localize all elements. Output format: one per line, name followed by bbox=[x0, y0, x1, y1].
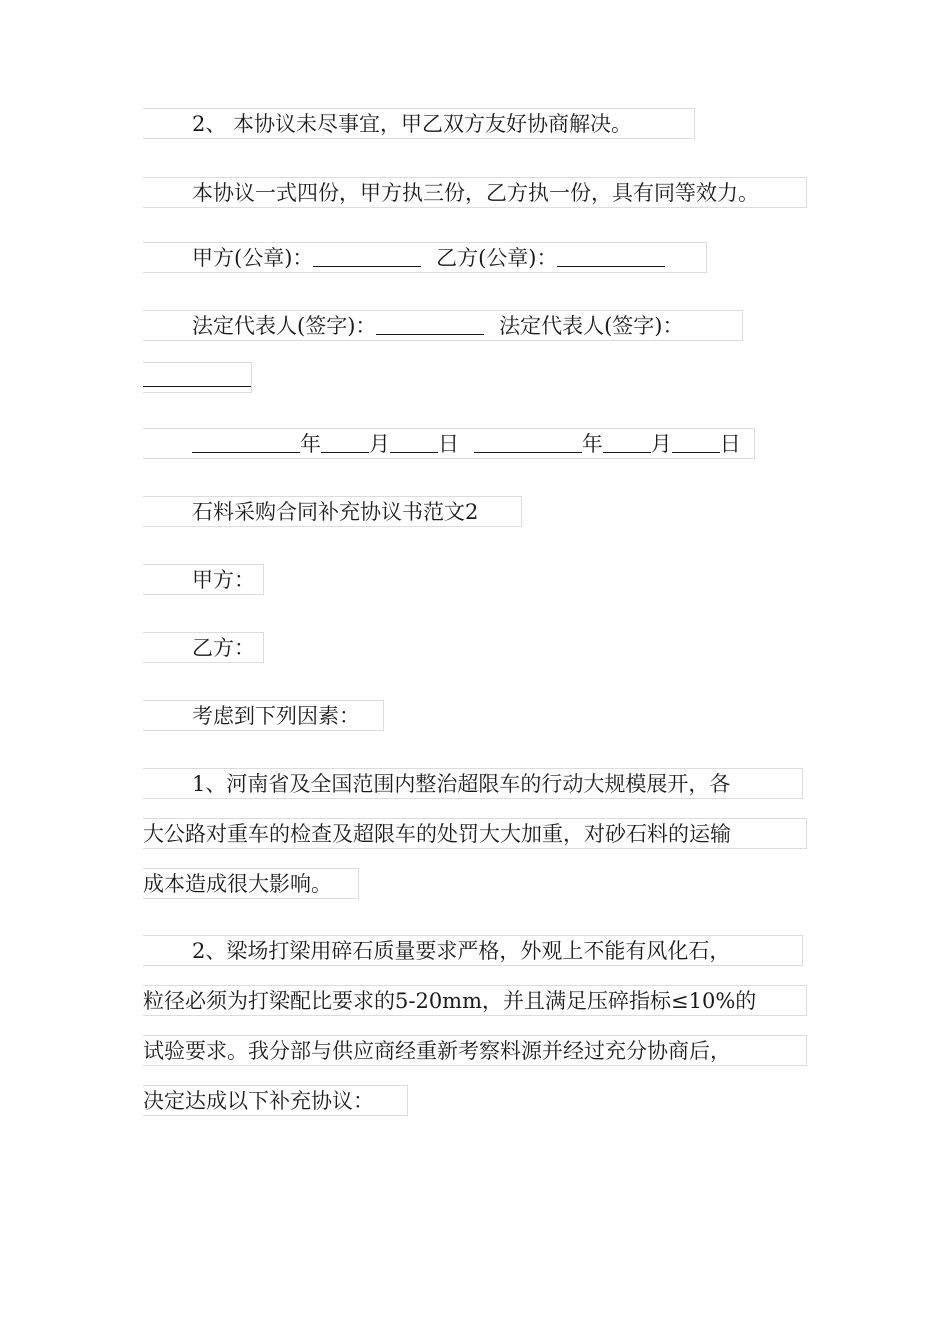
factor-2-text-1: 2、梁场打梁用碎石质量要求严格，外观上不能有风化石， bbox=[192, 939, 731, 963]
party-b-day-label: 日 bbox=[719, 432, 741, 456]
clause-2-text: 2、 本协议未尽事宜，甲乙双方友好协商解决。 bbox=[192, 112, 633, 136]
party-b-day-blank bbox=[672, 432, 720, 453]
consider-text: 考虑到下列因素： bbox=[192, 704, 360, 728]
party-a-year-blank bbox=[192, 432, 300, 453]
party-a-day-label: 日 bbox=[438, 432, 459, 456]
party-a-day-blank bbox=[390, 432, 438, 453]
party-b-month-label: 月 bbox=[650, 432, 672, 456]
party-a-rep-blank bbox=[376, 314, 484, 335]
factor-1-line-3 bbox=[143, 868, 359, 899]
factor-2-text-3: 试验要求。我分部与供应商经重新考察料源并经过充分协商后， bbox=[143, 1039, 731, 1063]
party-b-rep-label: 法定代表人(签字)： bbox=[499, 314, 684, 338]
party-b-seal-label: 乙方(公章)： bbox=[436, 246, 558, 270]
factor-2-line-2 bbox=[143, 985, 807, 1016]
factor-2-line-3 bbox=[143, 1035, 807, 1066]
seal-line bbox=[143, 242, 707, 273]
factor-1-line-1 bbox=[143, 768, 803, 799]
party-b-month-blank bbox=[603, 432, 651, 453]
factor-2-line-4 bbox=[143, 1085, 408, 1116]
factor-1-text-2: 大公路对重车的检查及超限车的处罚大大加重，对砂石料的运输 bbox=[143, 822, 731, 846]
factor-1-text-3: 成本造成很大影响。 bbox=[143, 872, 332, 896]
rep-line bbox=[143, 310, 743, 341]
factor-2-text-4: 决定达成以下补充协议： bbox=[143, 1089, 374, 1113]
copies-text: 本协议一式四份，甲方执三份，乙方执一份，具有同等效力。 bbox=[192, 181, 759, 205]
party-a-seal-label: 甲方(公章)： bbox=[192, 246, 314, 270]
party-a-month-label: 月 bbox=[369, 432, 390, 456]
section-title-line bbox=[143, 496, 522, 527]
party-a-label: 甲方： bbox=[192, 568, 255, 592]
party-a-line bbox=[143, 564, 264, 595]
party-a-seal-blank bbox=[313, 246, 421, 267]
party-a-year-label: 年 bbox=[300, 432, 321, 456]
consider-line bbox=[143, 700, 384, 731]
factor-1-text-1: 1、河南省及全国范围内整治超限车的行动大规模展开，各 bbox=[192, 772, 731, 796]
factor-2-text-2: 粒径必须为打梁配比要求的5-20mm，并且满足压碎指标≤10%的 bbox=[143, 989, 757, 1013]
party-b-seal-blank bbox=[557, 246, 665, 267]
party-b-year-blank bbox=[474, 432, 582, 453]
copies-line bbox=[143, 177, 807, 208]
party-a-month-blank bbox=[321, 432, 369, 453]
party-b-year-label: 年 bbox=[581, 432, 603, 456]
rep-blank-line bbox=[143, 362, 252, 393]
factor-2-line-1 bbox=[143, 935, 803, 966]
party-a-rep-label: 法定代表人(签字)： bbox=[192, 314, 377, 338]
clause-2-line bbox=[143, 108, 695, 139]
section-title: 石料采购合同补充协议书范文2 bbox=[192, 500, 479, 524]
party-b-line bbox=[143, 632, 264, 663]
factor-1-line-2 bbox=[143, 818, 807, 849]
party-b-label: 乙方： bbox=[192, 636, 255, 660]
date-line bbox=[143, 428, 755, 459]
party-b-rep-blank bbox=[143, 366, 251, 387]
